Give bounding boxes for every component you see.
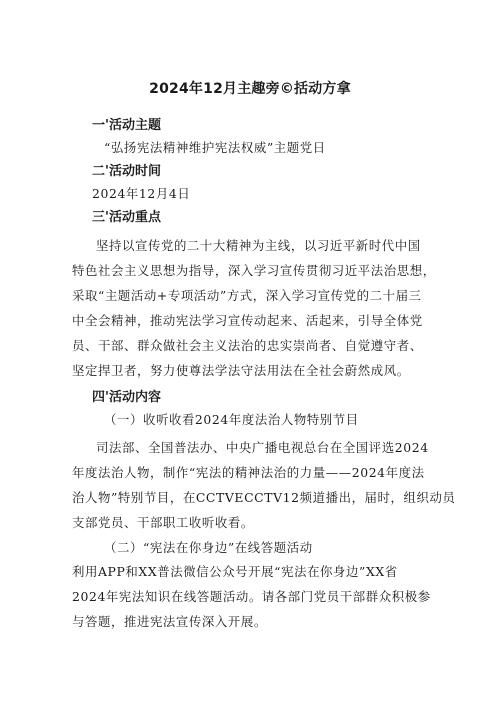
content-line: 2024年宪法知识在线答题活动。请各部门党员干部群众积极参 (72, 589, 431, 604)
time-text: 2024年12月4日 (92, 186, 191, 201)
focus-line: 中全会精神，推动宪法学习宣传动起来、活起来，引导全体党 (72, 313, 423, 328)
focus-line: 坚定捍卫者，努力使尊法学法守法用法在全社会蔚然成风。 (72, 363, 410, 378)
content-line: 与答题，推进宪法宣传深入开展。 (72, 614, 267, 629)
section-heading-focus: 三'活动重点 (92, 210, 161, 225)
section-heading-time: 二'活动时间 (92, 164, 161, 179)
subsection-heading-2: （二）“宪法在你身边”在线答题活动 (104, 540, 313, 555)
content-line: 司法部、全国普法办、中央广播电视总台在全国评选2024 (96, 440, 429, 455)
subsection-heading-1: （一）收听收看2024年度法治人物特别节目 (104, 412, 359, 427)
content-line: 利用APP和XX普法微信公众号开展“宪法在你身边”XX省 (72, 564, 398, 579)
focus-line: 员、干部、群众做社会主义法治的忠实崇尚者、自觉遵守者、 (72, 338, 423, 353)
section-heading-content: 四'活动内容 (92, 390, 161, 405)
content-line: 年度法治人物，制作“宪法的精神法治的力量——2024年度法 (72, 465, 425, 480)
content-line: 治人物”特别节目，在CCTVECCTV12频道播出，届时，组织动员 (72, 490, 456, 505)
theme-text: “弘扬宪法精神维护宪法权威”主题党日 (104, 140, 326, 155)
section-heading-theme: 一'活动主题 (92, 118, 161, 133)
focus-line: 特色社会主义思想为指导，深入学习宣传贯彻习近平法治思想， (72, 263, 436, 278)
focus-line: 坚持以宣传党的二十大精神为主线，以习近平新时代中国 (96, 238, 421, 253)
document-title: 2024年12月主趣旁©括动方拿 (149, 81, 351, 97)
content-line: 支部党员、干部职工收听收看。 (72, 515, 254, 530)
focus-line: 采取“主题活动+专项活动”方式，深入学习宣传党的二十届三 (72, 288, 422, 303)
